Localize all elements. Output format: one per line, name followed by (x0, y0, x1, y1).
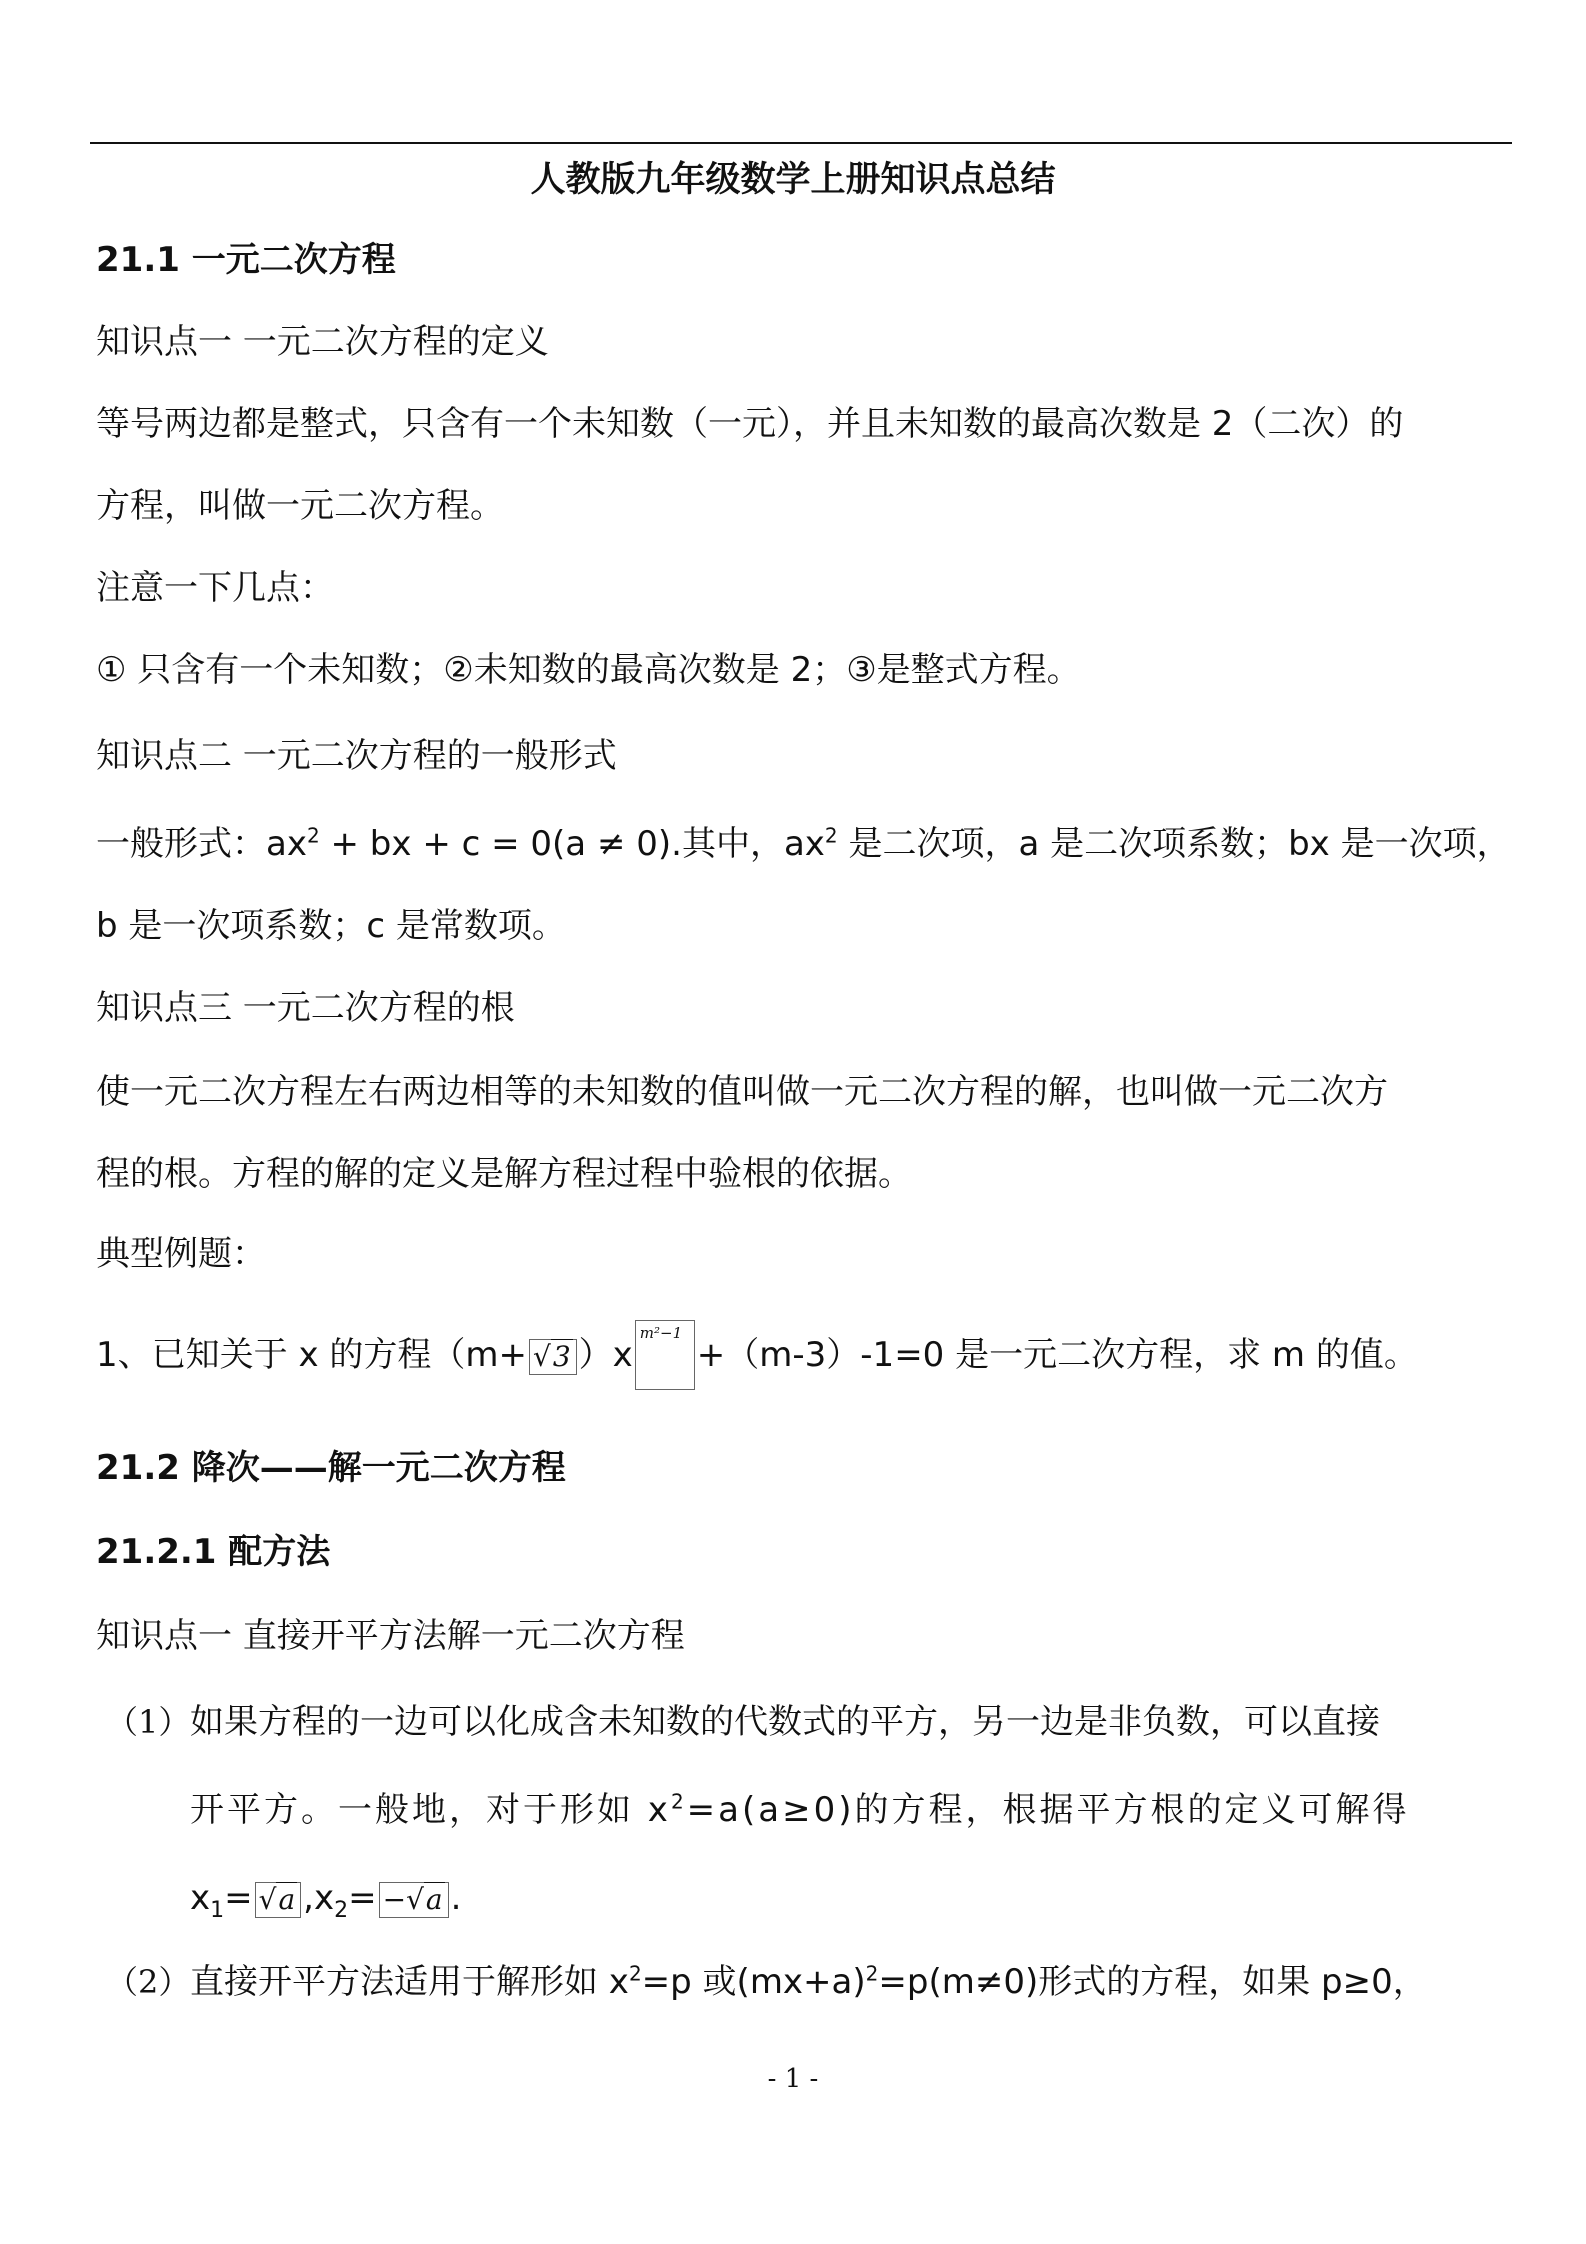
kp1-body-line-1: 等号两边都是整式，只含有一个未知数（一元），并且未知数的最高次数是 2（二次）的 (96, 404, 1404, 444)
page-number: - 1 - (767, 2064, 819, 2094)
direct-root-method-title: 知识点一 直接开平方法解一元二次方程 (96, 1616, 685, 1656)
equals-sign: = (224, 1878, 253, 1918)
item-1-text-b: =a(a≥0)的方程，根据平方根的定义可解得 (686, 1790, 1410, 1830)
period: . (450, 1878, 462, 1918)
example-1-text-c: +（m-3）-1=0 是一元二次方程，求 m 的值。 (696, 1335, 1418, 1375)
neg-sqrt-a-formula (379, 1882, 449, 1918)
radicand: a (425, 1882, 443, 1916)
item-2-label: （2） (106, 1963, 191, 2001)
kp3-body-line-1: 使一元二次方程左右两边相等的未知数的值叫做一元二次方程的解，也叫做一元二次方 (96, 1072, 1388, 1112)
notes-title: 注意一下几点： (96, 568, 334, 608)
kp1-body-line-2: 方程，叫做一元二次方程。 (96, 486, 504, 526)
general-form-text-c: 是二次项，a 是二次项系数；bx 是一次项， (837, 824, 1511, 864)
subscript-1: 1 (210, 1897, 225, 1923)
general-form-text-b: + bx + c = 0(a ≠ 0).其中，ax (319, 824, 825, 864)
section-heading-21-1: 21.1 一元二次方程 (96, 240, 396, 280)
section-heading-21-2-1: 21.2.1 配方法 (96, 1532, 331, 1572)
item-1-label: （1） (106, 1703, 191, 1741)
knowledge-point-2-title: 知识点二 一元二次方程的一般形式 (96, 736, 617, 776)
minus-sign: − (382, 1882, 407, 1916)
item-1-line-2 (190, 1788, 1409, 1832)
section-heading-21-2: 21.2 降次——解一元二次方程 (96, 1448, 566, 1488)
exponent-2: 2 (670, 1789, 687, 1814)
exponent-2: 2 (824, 823, 838, 848)
item-2-line-1 (190, 1960, 1427, 2004)
exponent-2: 2 (865, 1961, 879, 1986)
radical-sign: √ (406, 1882, 424, 1916)
sqrt-a-formula (255, 1882, 302, 1918)
knowledge-point-1-title: 知识点一 一元二次方程的定义 (96, 322, 549, 362)
knowledge-point-3-title: 知识点三 一元二次方程的根 (96, 988, 515, 1028)
x-variable: x (190, 1878, 211, 1918)
radicand: 3 (552, 1339, 571, 1373)
item-2-text-b: =p 或(mx+a) (641, 1962, 866, 2002)
example-1-problem (96, 1318, 1418, 1392)
example-title: 典型例题： (96, 1234, 266, 1274)
example-1-text-a: 1、已知关于 x 的方程（m+ (96, 1335, 527, 1375)
item-1-text-a: 开平方。一般地，对于形如 x (190, 1790, 671, 1830)
notes-body: ① 只含有一个未知数；②未知数的最高次数是 2；③是整式方程。 (96, 650, 1081, 690)
document-title: 人教版九年级数学上册知识点总结 (530, 160, 1056, 200)
exponent-m2-1: m²−1 (639, 1324, 683, 1342)
exponent-2: 2 (306, 823, 320, 848)
general-form-text-a: 一般形式：ax (96, 824, 307, 864)
radical-sign: √ (532, 1339, 551, 1373)
item-2-text-a: 直接开平方法适用于解形如 x (190, 1962, 629, 2002)
radicand: a (278, 1882, 296, 1916)
header-rule (90, 142, 1512, 144)
kp3-body-line-2: 程的根。方程的解的定义是解方程过程中验根的依据。 (96, 1154, 912, 1194)
sqrt-3-formula (529, 1339, 577, 1375)
item-2-text-c: =p(m≠0)形式的方程，如果 p≥0， (878, 1962, 1427, 2002)
item-1-solution (190, 1876, 462, 1923)
item-1-line-1: 如果方程的一边可以化成含未知数的代数式的平方，另一边是非负数，可以直接 (190, 1702, 1380, 1742)
general-form-line-2: b 是一次项系数；c 是常数项。 (96, 906, 566, 946)
exponent-2: 2 (628, 1961, 642, 1986)
example-1-text-b: ）x (578, 1335, 633, 1375)
general-form-line-1 (96, 822, 1511, 866)
subscript-2: 2 (334, 1897, 349, 1923)
radical-sign: √ (258, 1882, 277, 1916)
equals-sign: = (348, 1878, 377, 1918)
exponent-formula-box (635, 1320, 695, 1390)
comma-x: ,x (303, 1878, 335, 1918)
